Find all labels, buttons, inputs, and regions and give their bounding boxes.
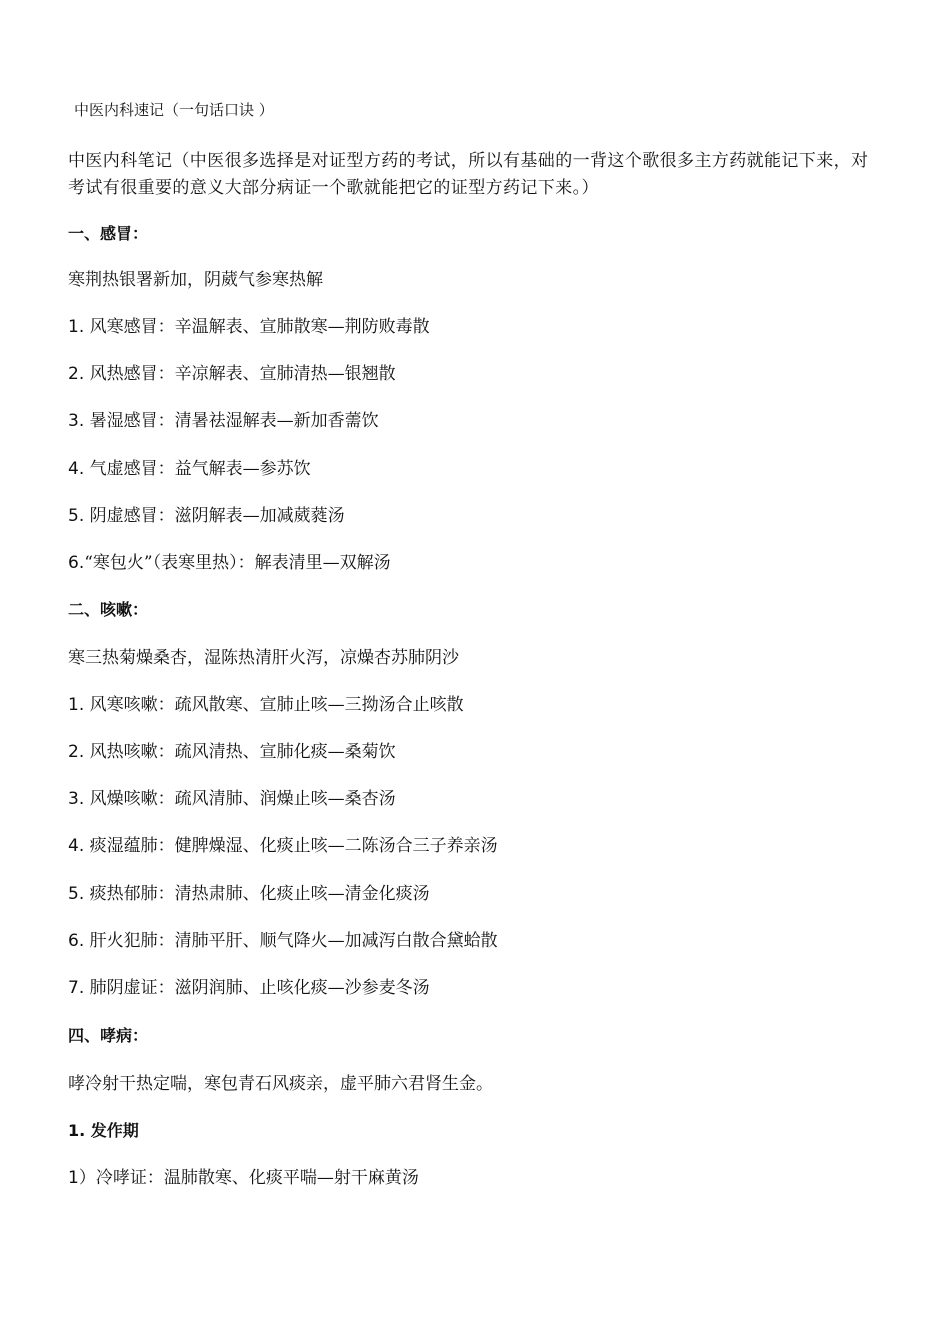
item-text: 风热咳嗽：疏风清热、宣肺化痰—桑菊饮 (89, 742, 396, 762)
item-number: 2. (68, 364, 85, 384)
list-item (68, 976, 430, 1000)
list-item (68, 409, 379, 433)
section-verse: 哮冷射干热定喘，寒包青石风痰亲，虚平肺六君肾生金。 (68, 1074, 493, 1094)
list-item (68, 787, 396, 811)
list-item (68, 1166, 419, 1190)
item-number: 3. (68, 411, 85, 431)
section-heading-xiaobing: 四、哮病： (68, 1026, 149, 1045)
list-item (68, 504, 345, 528)
item-text: 肝火犯肺：清肺平肝、顺气降火—加减泻白散合黛蛤散 (89, 931, 498, 951)
item-number: 6. (68, 553, 85, 573)
list-item (68, 693, 464, 717)
item-text: 冷哮证：温肺散寒、化痰平喘—射干麻黄汤 (95, 1168, 419, 1188)
item-text: 痰湿蕴肺：健脾燥湿、化痰止咳—二陈汤合三子养亲汤 (89, 836, 498, 856)
section-heading-ganmao: 一、感冒： (68, 224, 149, 243)
item-number: 6. (68, 931, 85, 951)
item-number: 4. (68, 459, 85, 479)
item-number: 7. (68, 978, 85, 998)
item-text: 风燥咳嗽：疏风清肺、润燥止咳—桑杏汤 (89, 789, 396, 809)
intro-paragraph: 中医内科笔记（中医很多选择是对证型方药的考试，所以有基础的一背这个歌很多主方药就能记下来，对考试有很重要的意义大部分病证一个歌就能把它的证型方药记下来。） (68, 151, 869, 198)
item-text: 暑湿感冒：清暑祛湿解表—新加香薷饮 (89, 411, 379, 431)
item-number: 4. (68, 836, 85, 856)
subheading-attack-period: 1. 发作期 (68, 1121, 139, 1140)
item-text: 风寒咳嗽：疏风散寒、宣肺止咳—三拗汤合止咳散 (89, 695, 464, 715)
item-number: 1. (68, 695, 85, 715)
item-number: 3. (68, 789, 85, 809)
list-item (68, 551, 391, 575)
item-text: 阴虚感冒：滋阴解表—加减葳蕤汤 (89, 506, 345, 526)
item-text: 风热感冒：辛凉解表、宣肺清热—银翘散 (89, 364, 396, 384)
item-number: 5. (68, 884, 85, 904)
list-item (68, 834, 498, 858)
item-number: 2. (68, 742, 85, 762)
item-text: 肺阴虚证：滋阴润肺、止咳化痰—沙参麦冬汤 (89, 978, 430, 998)
item-text: 风寒感冒：辛温解表、宣肺散寒—荆防败毒散 (89, 317, 430, 337)
item-number: 1） (68, 1168, 96, 1188)
list-item (68, 929, 498, 953)
section-heading-kesou: 二、咳嗽： (68, 600, 149, 619)
list-item (68, 740, 396, 764)
item-text: “寒包火”（表寒里热）：解表清里—双解汤 (84, 553, 391, 573)
section-verse: 寒荆热银署新加，阴葳气参寒热解 (68, 270, 323, 290)
item-number: 5. (68, 506, 85, 526)
list-item (68, 882, 430, 906)
list-item (68, 362, 396, 386)
item-text: 气虚感冒：益气解表—参苏饮 (89, 459, 311, 479)
item-text: 痰热郁肺：清热肃肺、化痰止咳—清金化痰汤 (89, 884, 430, 904)
section-verse: 寒三热菊燥桑杏，湿陈热清肝火泻，凉燥杏苏肺阴沙 (68, 648, 459, 668)
list-item (68, 457, 311, 481)
item-number: 1. (68, 317, 85, 337)
document-title: 中医内科速记（一句话口诀 ） (74, 101, 274, 119)
list-item (68, 315, 430, 339)
